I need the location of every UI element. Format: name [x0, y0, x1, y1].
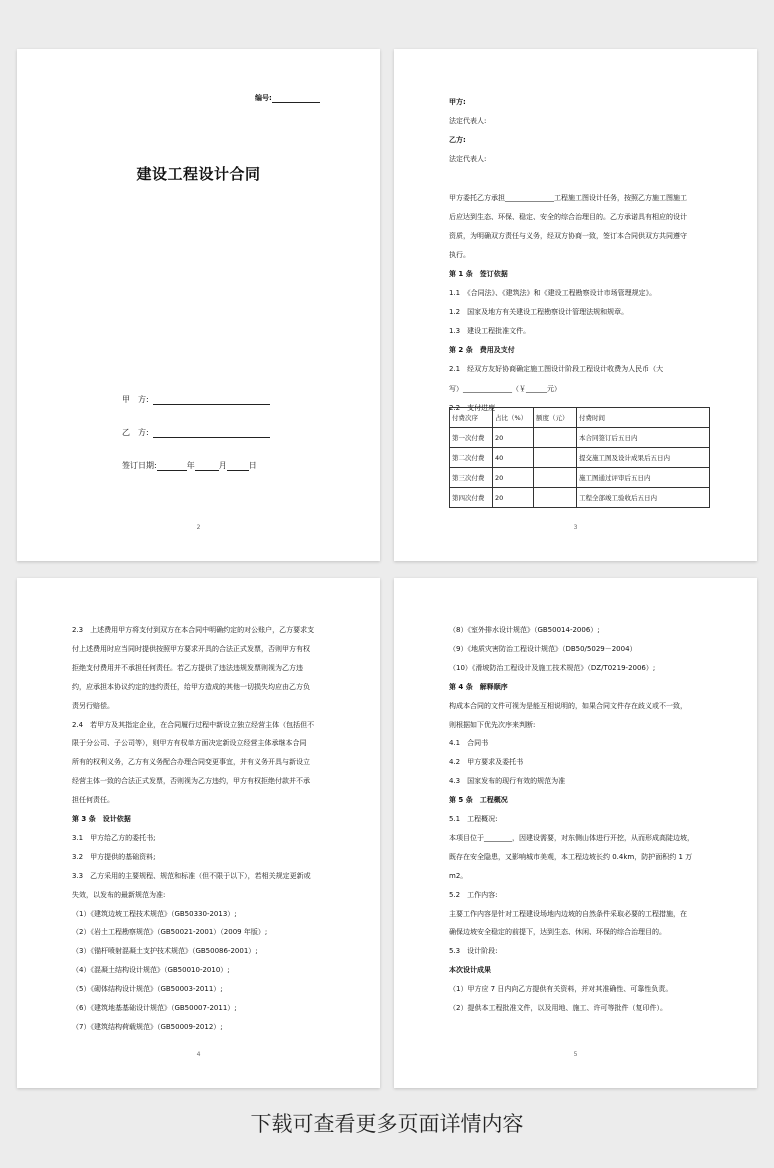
- table-cell: 第二次付费: [450, 448, 493, 468]
- text-line: 4.1 合同书: [449, 739, 489, 748]
- contract-title: 建设工程设计合同: [136, 165, 261, 183]
- table-cell: 40: [493, 448, 534, 468]
- text-line: 甲方委托乙方承担______________工程施工图设计任务，按照乙方施工图施工: [449, 193, 687, 202]
- text-line: 3.2 甲方提供的基础资料;: [72, 852, 156, 861]
- year-blank: [157, 462, 187, 471]
- text-line: 本项目位于________，因建设需要，对东侧山体进行开挖，从而形成高陡边坡，: [449, 833, 694, 842]
- text-line: 拒绝支付费用并不承担任何责任。若乙方提供了违法违规发票则视为乙方违: [72, 663, 303, 672]
- table-cell: 第四次付费: [450, 488, 493, 508]
- day-blank: [227, 462, 249, 471]
- contract-number-blank: [272, 94, 320, 103]
- table-cell: 第三次付费: [450, 468, 493, 488]
- page-number: 2: [196, 524, 201, 531]
- party-a-blank: [153, 396, 270, 405]
- text-line: （2）提供本工程批准文件，以及用地、施工、许可等批件（复印件）。: [449, 1004, 667, 1012]
- text-line: 1.3 建设工程批准文件。: [449, 327, 531, 336]
- table-header-cell: 付费时间: [577, 408, 710, 428]
- text-line: 构成本合同的文件可视为是能互相说明的，如果合同文件存在歧义或不一致，: [449, 701, 687, 710]
- text-line: m2。: [449, 871, 468, 880]
- section-heading: 第 3 条 设计依据: [72, 815, 131, 823]
- party-a-field: [122, 394, 270, 405]
- text-line: （1）《建筑边坡工程技术规范》（GB50330-2013）;: [72, 909, 237, 918]
- payment-schedule-table: [449, 407, 710, 508]
- table-cell: [534, 448, 577, 468]
- text-line: 执行。: [449, 250, 470, 259]
- table-cell: 20: [493, 468, 534, 488]
- section-heading: 本次设计成果: [449, 966, 491, 975]
- text-line: （3）《锚杆喷射混凝土支护技术规范》（GB50086-2001）;: [72, 947, 258, 956]
- text-line: 确保边坡安全稳定的前提下，达到生态、休闲、环保的综合治理目的。: [449, 928, 666, 937]
- text-line: 写）______________（￥______元）: [449, 384, 561, 393]
- text-line: （9）《地质灾害防治工程设计规范》（DB50/5029－2004）: [449, 644, 637, 653]
- download-more-caption: 下载可查看更多页面详情内容: [250, 1112, 524, 1136]
- table-header-row: [450, 408, 710, 428]
- day-label: 日: [248, 461, 257, 470]
- contract-number-label: 编号:: [255, 94, 272, 102]
- text-line: 4.3 国家发布的现行有效的规范为准: [449, 777, 566, 786]
- text-line: 5.1 工程概况:: [449, 815, 498, 823]
- text-line: 2.1 经双方友好协商确定施工图设计阶段工程设计收费为人民币（大: [449, 365, 664, 374]
- sign-date-label: 签订日期:: [122, 461, 157, 470]
- text-line: 5.3 设计阶段:: [449, 947, 498, 956]
- text-line: 1.2 国家及地方有关建设工程勘察设计管理法规和规章。: [449, 308, 629, 317]
- table-cell: 施工图通过评审后五日内: [577, 468, 710, 488]
- text-line: 后应达到生态、环保、稳定、安全的综合治理目的。乙方承诺具有相应的设计: [449, 212, 687, 221]
- text-line: 限于分公司、子公司等），则甲方有权单方面决定新设立经营主体承继本合同: [72, 739, 307, 748]
- section-heading: 第 4 条 解释顺序: [449, 682, 508, 691]
- table-row: [450, 488, 710, 508]
- table-row: [450, 448, 710, 468]
- text-line: 既存在安全隐患，又影响城市美观，本工程边坡长约 0.4km，防护面积约 1 万: [449, 852, 693, 861]
- table-cell: 20: [493, 428, 534, 448]
- section-heading: 第 5 条 工程概况: [449, 796, 508, 805]
- text-line: （6）《建筑地基基础设计规范》（GB50007-2011）;: [72, 1004, 237, 1012]
- page-number: 5: [573, 1051, 578, 1058]
- table-header-cell: 付费次序: [450, 408, 493, 428]
- text-line: 付上述费用时应当同时提供按照甲方要求开具的合法正式发票，否则甲方有权: [72, 644, 310, 653]
- text-line: 经营主体一致的合法正式发票，否则视为乙方违约，甲方有权拒绝付款并不承: [72, 777, 310, 786]
- text-line: （2）《岩土工程勘察规范》（GB50021-2001）（2009 年版）;: [72, 928, 268, 937]
- text-line: 资质，为明确双方责任与义务，经双方协商一致，签订本合同供双方共同遵守: [449, 231, 687, 240]
- text-line: 担任何责任。: [72, 796, 114, 805]
- table-header-cell: 占比（%）: [493, 408, 534, 428]
- text-line: （7）《建筑结构荷载规范》（GB50009-2012）;: [72, 1022, 223, 1031]
- table-cell: 工程全部竣工验收后五日内: [577, 488, 710, 508]
- text-line: 则根据如下优先次序来判断:: [449, 720, 536, 729]
- text-line: （1）甲方应 7 日内向乙方提供有关资料，并对其准确性、可靠性负责。: [449, 985, 673, 994]
- section-heading: 第 2 条 费用及支付: [449, 346, 515, 355]
- section-heading: 第 1 条 签订依据: [449, 269, 508, 278]
- month-blank: [195, 462, 219, 471]
- text-line: （8）《室外排水设计规范》（GB50014-2006）;: [449, 626, 600, 634]
- table-row: [450, 468, 710, 488]
- table-header-cell: 额度（元）: [534, 408, 577, 428]
- text-line: 法定代表人:: [449, 117, 487, 126]
- table-cell: 提交施工图及设计成果后五日内: [577, 448, 710, 468]
- text-line: 主要工作内容是针对工程建设场地内边坡的自然条件采取必要的工程措施，在: [449, 909, 687, 918]
- table-cell: 20: [493, 488, 534, 508]
- table-cell: 本合同签订后五日内: [577, 428, 710, 448]
- contract-page-3: [394, 49, 757, 561]
- text-line: （10）《滑坡防治工程设计及施工技术规范》（DZ/T0219-2006）;: [449, 663, 656, 672]
- text-line: 3.1 甲方给乙方的委托书;: [72, 833, 156, 842]
- page-number: 3: [573, 524, 578, 531]
- text-line: 法定代表人:: [449, 155, 487, 164]
- text-line: 所有的权利义务，乙方有义务配合办理合同变更事宜，并有义务开具与新设立: [72, 758, 310, 767]
- month-label: 月: [218, 461, 227, 470]
- text-line: 3.3 乙方采用的主要规程、规范和标准（但不限于以下），若相关规定更新或: [72, 871, 311, 880]
- party-a-label: 甲 方:: [122, 395, 149, 404]
- contract-number-field: [255, 93, 320, 103]
- party-b-blank: [153, 429, 270, 438]
- table-cell: [534, 488, 577, 508]
- contract-page-4: [17, 578, 380, 1088]
- text-line: 5.2 工作内容:: [449, 890, 498, 899]
- contract-page-5: [394, 578, 757, 1088]
- table-cell: [534, 428, 577, 448]
- table-cell: [534, 468, 577, 488]
- text-line: 4.2 甲方要求及委托书: [449, 758, 524, 767]
- page-number: 4: [196, 1051, 201, 1058]
- contract-page-cover: [17, 49, 380, 561]
- table-cell: 第一次付费: [450, 428, 493, 448]
- table-row: [450, 428, 710, 448]
- sign-date-field: [122, 460, 257, 471]
- party-b-label: 乙 方:: [122, 428, 149, 437]
- text-line: 1.1 《合同法》、《建筑法》和《建设工程勘察设计市场管理规定》。: [449, 289, 657, 297]
- text-line: 2.2 支付进度: [449, 403, 496, 412]
- year-label: 年: [186, 461, 195, 470]
- section-heading: 甲方:: [449, 98, 466, 106]
- text-line: 2.4 若甲方及其指定企业，在合同履行过程中新设立独立经营主体（包括但不: [72, 720, 315, 729]
- text-line: （4）《混凝土结构设计规范》（GB50010-2010）;: [72, 966, 230, 975]
- text-line: 失效，以发布的最新规范为准:: [72, 890, 166, 899]
- text-line: （5）《砌体结构设计规范》（GB50003-2011）;: [72, 985, 223, 994]
- text-line: 2.3 上述费用甲方将支付到双方在本合同中明确约定的对公账户，乙方要求支: [72, 626, 315, 634]
- text-line: 约，应承担本协议约定的违约责任，给甲方造成的其他一切损失均应由乙方负: [72, 682, 310, 691]
- text-line: 责另行赔偿。: [72, 701, 114, 710]
- party-b-field: [122, 427, 270, 438]
- section-heading: 乙方:: [449, 136, 466, 145]
